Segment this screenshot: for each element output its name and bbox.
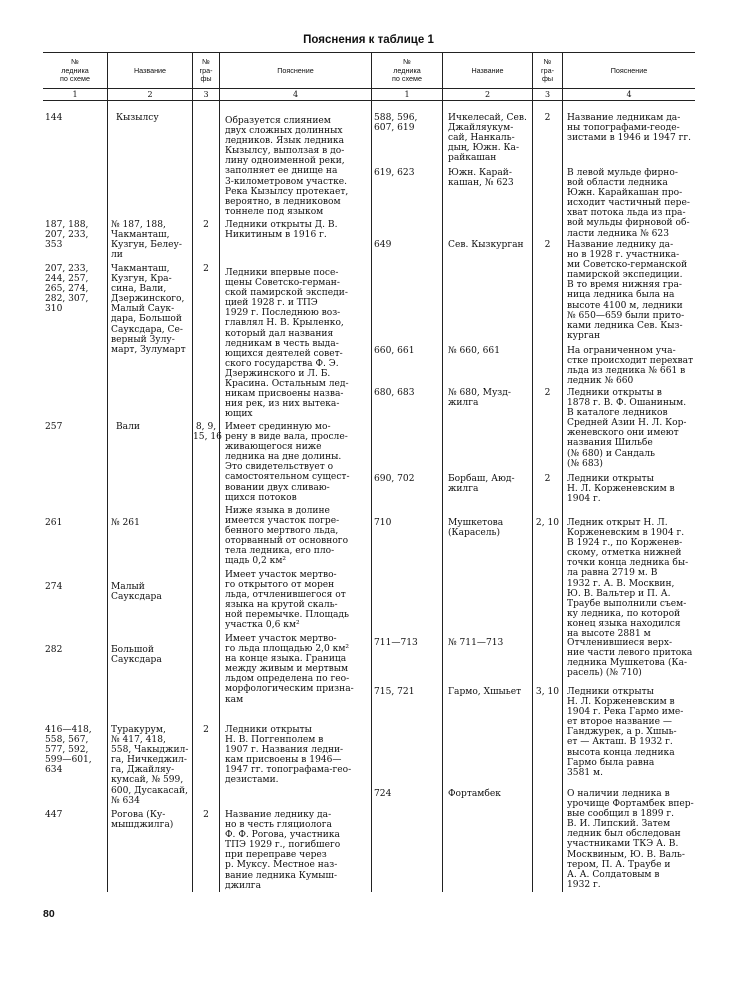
glacier-name: Чакманташ, Кузгун, Кра- сина, Вали, Дзержинского, Малый Саук- дара, Большой Сауксдара, Се- верный Зулу- март, Зулумарт (111, 264, 186, 355)
col-number: 3 (203, 90, 209, 99)
header-number: № ледника по схеме (60, 57, 90, 83)
explanation-text: Название леднику да- но в 1928 г. участника- ми Советско-германской памирской экспедиции. В то время нижняя гра- ница ледника была на высоте 4100 м, ледники № 650—659 были прито- ками ледника Сев. Кыз- курган (567, 240, 688, 341)
glacier-name: Туракурум, № 417, 418, 558, Чакыджил- га, Ничкеджил- га, Джайляу- кумсай, № 599, 600, Дусакасай, № 634 (111, 725, 189, 806)
explanation-text: Ледники открыты Н. Л. Корженевским в 1904 г. (567, 474, 675, 505)
col-divider (107, 52, 108, 892)
glacier-name: Малый Сауксдара (111, 582, 162, 603)
explanation-text: Ледник открыт Н. Л. Корженевским в 1904 г. В 1924 г., по Корженев- скому, отметка нижней точки конца ледника бы- ла равна 2719 м. В 1932 г. А. В. Москвин, Ю. В. Вальтер и П. А. Траубе выполнили съем- ку ледника, по которой конец языка находился на высоте 2881 м (567, 518, 689, 640)
glacier-number: 187, 188, 207, 233, 353 (45, 220, 89, 251)
header-grafy: № гра- фы (540, 57, 554, 83)
glacier-name: Фортамбек (448, 789, 501, 799)
explanation-text: Имеет срединную мо- рену в виде вала, просле- живающегося ниже ледника на дне долины. Это свидетельствует о самостоятельном сущест- вовании двух сливаю- щихся потоков (225, 422, 350, 503)
header-explanation: Пояснение (610, 66, 648, 75)
glacier-name: Большой Сауксдара (111, 645, 162, 666)
explanation-text: Имеет участок мертво- го льда площадью 2,0 км² на конце языка. Граница между живым и мертвым льдом определена по гео- морфологическим призна- кам (225, 634, 354, 705)
graph-number: 2 (203, 220, 209, 230)
graph-number: 2 (544, 388, 551, 398)
glacier-number: 144 (45, 113, 63, 123)
col-divider (532, 52, 533, 892)
explanation-text: Ледники открыты Н. Л. Корженевским в 1904 г. Река Гармо име- ет второе название — Ганджурек, а р. Хшыь- ет — Акташ. В 1932 г. высота конца ледника Гармо была равна 3581 м. (567, 687, 684, 778)
glacier-name: № 711—713 (448, 638, 504, 648)
graph-number: 2 (203, 810, 209, 820)
glacier-number: 715, 721 (374, 687, 415, 697)
glacier-number: 710 (374, 518, 392, 528)
glacier-number: 282 (45, 645, 63, 655)
glacier-name: Мушкетова (Карасель) (448, 518, 504, 539)
graph-number: 2 (203, 264, 209, 274)
glacier-name: Южн. Карай- кашан, № 623 (448, 168, 514, 189)
glacier-number: 207, 233, 244, 257, 265, 274, 282, 307, 310 (45, 264, 89, 315)
glacier-number: 447 (45, 810, 63, 820)
explanation-text: В левой мульде фирно- вой области ледника Южн. Карайкашан про- исходит частичный пере- хват потока льда из пра- вой мульды фирновой об- ласти ледника № 623 (567, 168, 690, 239)
page-title: Пояснения к таблице 1 (303, 34, 434, 46)
glacier-name: № 261 (111, 518, 140, 528)
explanation-text: Отчленившиеся верх- ние части левого притока ледника Мушкетова (Ка- расель) (№ 710) (567, 638, 693, 679)
explanation-text: На ограниченном уча- стке происходит перехват льда из ледника № 661 в ледник № 660 (567, 346, 694, 387)
col-number: 3 (544, 90, 551, 99)
explanation-text: Ледники открыты в 1878 г. В. Ф. Ошаниным. В каталоге ледников Средней Азии Н. Л. Кор- женевского они имеют названия Шильбе (№ 680) и Сандаль (№ 683) (567, 388, 687, 469)
glacier-name: Кызылсу (116, 113, 159, 123)
glacier-number: 711—713 (374, 638, 418, 648)
col-number: 2 (147, 90, 153, 99)
col-divider (219, 52, 220, 892)
col-number: 4 (292, 90, 299, 99)
table-top-rule (43, 52, 695, 53)
header-number: № ледника по схеме (392, 57, 422, 83)
glacier-name: Сев. Кызкурган (448, 240, 524, 250)
col-number: 1 (404, 90, 410, 99)
explanation-text: О наличии ледника в урочище Фортамбек впер- вые сообщил в 1899 г. В. И. Липский. Затем ледник был обследован участниками ТКЭ А. В. Москвиным, Ю. В. Валь- тером, П. А. Траубе и А. А. Солдатовым в 1932 г. (567, 789, 694, 890)
glacier-number: 274 (45, 582, 63, 592)
table-center-divider (371, 52, 372, 892)
glacier-name: Рогова (Ку- мышджилга) (111, 810, 174, 831)
graph-number: 2 (544, 474, 551, 484)
header-name: Название (471, 66, 504, 75)
col-divider (562, 52, 563, 892)
page-number: 80 (43, 908, 55, 920)
glacier-name: Ичкелесай, Сев. Джайляукум- сай, Нанкаль- дың, Южн. Ка- райкашан (448, 113, 527, 164)
glacier-name: Гармо, Хшыьет (448, 687, 522, 697)
colnum-rule (43, 100, 695, 101)
explanation-text: Имеет участок мертво- го открытого от морен льда, отчленившегося от языка на крутой скаль- ной перемычке. Площадь участка 0,6 км² (225, 570, 349, 631)
explanation-text: Ниже языка в долине имеется участок погре- бенного мертвого льда, оторванный от основного тела ледника, его пло- щадь 0,2 км² (225, 506, 349, 567)
header-grafy: № гра- фы (199, 57, 213, 83)
col-number: 2 (484, 90, 491, 99)
explanation-text: Ледники открыты Д. В. Никитиным в 1916 г. (225, 220, 338, 241)
glacier-number: 588, 596, 607, 619 (374, 113, 418, 134)
graph-number: 2, 10 (535, 518, 560, 528)
explanation-text: Название ледникам да- ны топографами-геоде- зистами в 1946 и 1947 гг. (567, 113, 692, 144)
explanation-text: Образуется слиянием двух сложных долинных ледников. Язык ледника Кызылсу, выползая в до- лину одноименной реки, заполняет ее днище на 3-километровом участке. Река Кызылсу протекает, вероятно, в ледниковом тоннеле под языком (225, 116, 349, 217)
glacier-name: № 680, Музд- жилга (448, 388, 511, 409)
glacier-number: 660, 661 (374, 346, 415, 356)
glacier-number: 257 (45, 422, 63, 432)
graph-number: 2 (544, 240, 551, 250)
graph-number: 3, 10 (535, 687, 560, 697)
explanation-text: Название леднику да- но в честь гляциолога Ф. Ф. Рогова, участника ТПЭ 1929 г., погибшего при переправе через р. Муксу. Местное наз- вание ледника Кумыш- джилга (225, 810, 341, 891)
header-rule (43, 88, 695, 89)
col-divider (192, 52, 193, 892)
glacier-name: № 187, 188, Чакманташ, Кузгун, Белеу- ли (111, 220, 182, 261)
col-divider (442, 52, 443, 892)
glacier-number: 690, 702 (374, 474, 415, 484)
graph-number: 2 (544, 113, 551, 123)
explanation-text: Ледники открыты Н. В. Поггенполем в 1907 г. Названия ледни- кам присвоены в 1946— 1947 гг. топографама-гео- дезистами. (225, 725, 352, 786)
glacier-number: 649 (374, 240, 392, 250)
glacier-number: 261 (45, 518, 63, 528)
glacier-number: 619, 623 (374, 168, 415, 178)
glacier-number: 724 (374, 789, 392, 799)
glacier-number: 680, 683 (374, 388, 415, 398)
explanation-text: Ледники впервые посе- щены Советско-герман- ской памирской экспеди- цией 1928 г. и ТПЭ 1929 г. Последнюю воз- главлял Н. В. Крыленко, который дал названия ледникам в честь выда- ющихся деятелей совет- ского государства Ф. Э. Дзержинского и Л. Б. Красина. Остальным лед- никам присвоены назва- ния рек, из них вытека- ющих (225, 268, 349, 420)
header-name: Название (133, 66, 167, 75)
glacier-name: Вали (116, 422, 140, 432)
graph-number: 2 (203, 725, 209, 735)
graph-number: 8, 9, 15, 16 (193, 422, 222, 443)
glacier-name: № 660, 661 (448, 346, 500, 356)
col-number: 4 (626, 90, 632, 99)
glacier-number: 416—418, 558, 567, 577, 592, 599—601, 634 (45, 725, 92, 776)
glacier-name: Борбаш, Аюд- жилга (448, 474, 515, 495)
col-number: 1 (72, 90, 78, 99)
header-explanation: Пояснение (277, 66, 314, 75)
